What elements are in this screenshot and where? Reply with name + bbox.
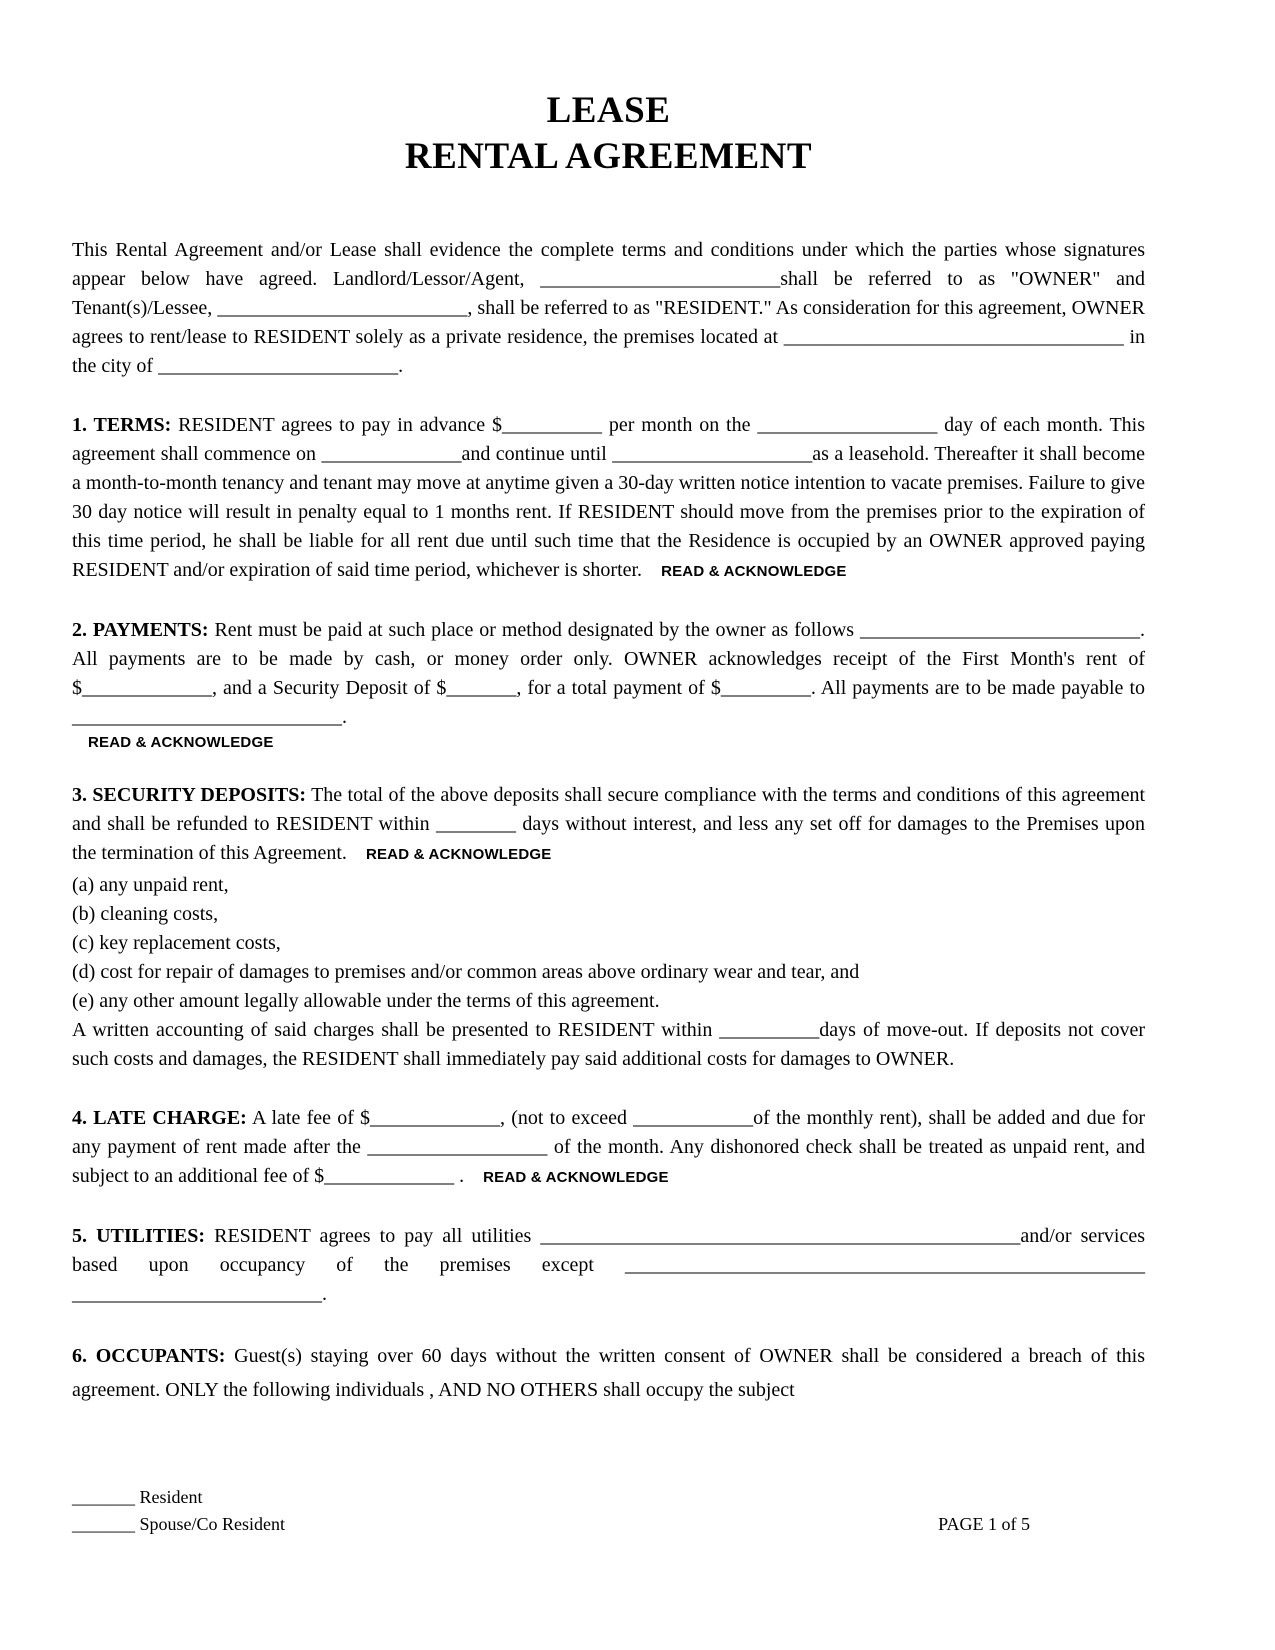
intro-text: This Rental Agreement and/or Lease shall evidence the complete terms and conditions under which the parties whose signatures appear below have agreed. Landlord/Lessor/Agent, ________________________shall be referred to as "OWNER" and Tenant(s)/Lessee, _________________________, shall be referred to as "RESIDENT." As consideration for this agreement, OWNER agrees to rent/lease to RESIDENT solely as a private residence, the premises located at __________________________________ in the city of ________________________. xyxy=(72,239,1145,377)
section-security-body: The total of the above deposits shall secure compliance with the terms and conditions of this agreement and shall be refunded to RESIDENT within ________ days without interest, and less any set off for damages to the Premises upon the termination of this Agreement. xyxy=(72,784,1146,864)
security-deposit-item: (d) cost for repair of damages to premises and/or common areas above ordinary wear and tear, and xyxy=(72,961,860,983)
section-utilities-label: 5. UTILITIES: xyxy=(72,1225,206,1247)
section-terms-body: RESIDENT agrees to pay in advance $__________ per month on the __________________ day of each month. This agreement shall commence on ______________and continue until ____________________as a leasehold. Thereafter it shall become a month-to-month tenancy and tenant may move at anytime given a 30-day written notice intention to vacate premises. Failure to give 30 day notice will result in penalty equal to 1 months rent. If RESIDENT should move from the premises prior to the expiration of this time period, he shall be liable for all rent due until such time that the Residence is occupied by an OWNER approved paying RESIDENT and/or expiration of said time period, whichever is shorter. xyxy=(72,414,1145,581)
read-acknowledge-badge: READ & ACKNOWLEDGE xyxy=(483,1169,669,1186)
section-security-deposits xyxy=(72,781,1145,869)
footer-spouse-line xyxy=(72,1511,285,1538)
security-deposit-item: (e) any other amount legally allowable under the terms of this agreement. xyxy=(72,990,660,1012)
section-late-charge-body: A late fee of $_____________, (not to exceed ____________of the monthly rent), shall be added and due for any payment of rent made after the __________________ of the month. Any dishonored check shall be treated as unpaid rent, and subject to an additional fee of $_____________ . xyxy=(72,1107,1146,1187)
footer-resident-line xyxy=(72,1484,285,1511)
resident-signature-label: Resident xyxy=(139,1487,203,1507)
title-line-2: RENTAL AGREEMENT xyxy=(404,136,813,177)
section-late-charge xyxy=(72,1104,1145,1192)
read-acknowledge-badge: READ & ACKNOWLEDGE xyxy=(661,563,847,580)
security-deposit-item: (b) cleaning costs, xyxy=(72,903,219,925)
section-terms-label: 1. TERMS: xyxy=(72,414,172,436)
spouse-signature-label: Spouse/Co Resident xyxy=(139,1514,286,1534)
section-occupants xyxy=(72,1339,1145,1407)
read-acknowledge-badge: READ & ACKNOWLEDGE xyxy=(365,846,552,863)
document-title xyxy=(72,88,1145,180)
signature-block xyxy=(72,1484,285,1538)
page-footer xyxy=(72,1484,1145,1538)
section-utilities xyxy=(72,1222,1145,1309)
section-occupants-label: 6. OCCUPANTS: xyxy=(72,1345,226,1367)
title-line-1: LEASE xyxy=(546,90,671,131)
section-late-charge-label: 4. LATE CHARGE: xyxy=(72,1107,247,1129)
section-payments xyxy=(72,616,1145,732)
section-payments-label: 2. PAYMENTS: xyxy=(72,619,209,641)
security-closing-text: A written accounting of said charges shall be presented to RESIDENT within __________days of move-out. If deposits not cover such costs and damages, the RESIDENT shall immediately pay said additional costs for damages to OWNER. xyxy=(72,1019,1145,1070)
spouse-signature-blank: _______ xyxy=(72,1514,135,1534)
section-security-label: 3. SECURITY DEPOSITS: xyxy=(72,784,307,806)
intro-paragraph xyxy=(72,236,1145,381)
security-deposit-item: (a) any unpaid rent, xyxy=(72,874,229,896)
resident-signature-blank: _______ xyxy=(72,1487,135,1507)
section-occupants-body: Guest(s) staying over 60 days without the written consent of OWNER shall be considered a breach of this agreement. ONLY the following individuals , AND NO OTHERS shall occupy the subject xyxy=(72,1345,1146,1401)
section-utilities-body: RESIDENT agrees to pay all utilities ________________________________________________and/or services based upon occupancy of the premises except ____________________________________________________ _________________________. xyxy=(72,1225,1146,1305)
page-number: PAGE 1 of 5 xyxy=(938,1514,1030,1534)
read-acknowledge-badge: READ & ACKNOWLEDGE xyxy=(88,734,274,751)
security-deposit-list xyxy=(72,871,1145,1016)
section-terms xyxy=(72,411,1145,586)
section-payments-body: Rent must be paid at such place or method designated by the owner as follows ____________________________. All payments are to be made by cash, or money order only. OWNER acknowledges receipt of the First Month's rent of $_____________, and a Security Deposit of $_______, for a total payment of $_________. All payments are to be made payable to ___________________________. xyxy=(72,619,1146,728)
security-deposit-item: (c) key replacement costs, xyxy=(72,932,281,954)
security-closing-paragraph xyxy=(72,1016,1145,1074)
